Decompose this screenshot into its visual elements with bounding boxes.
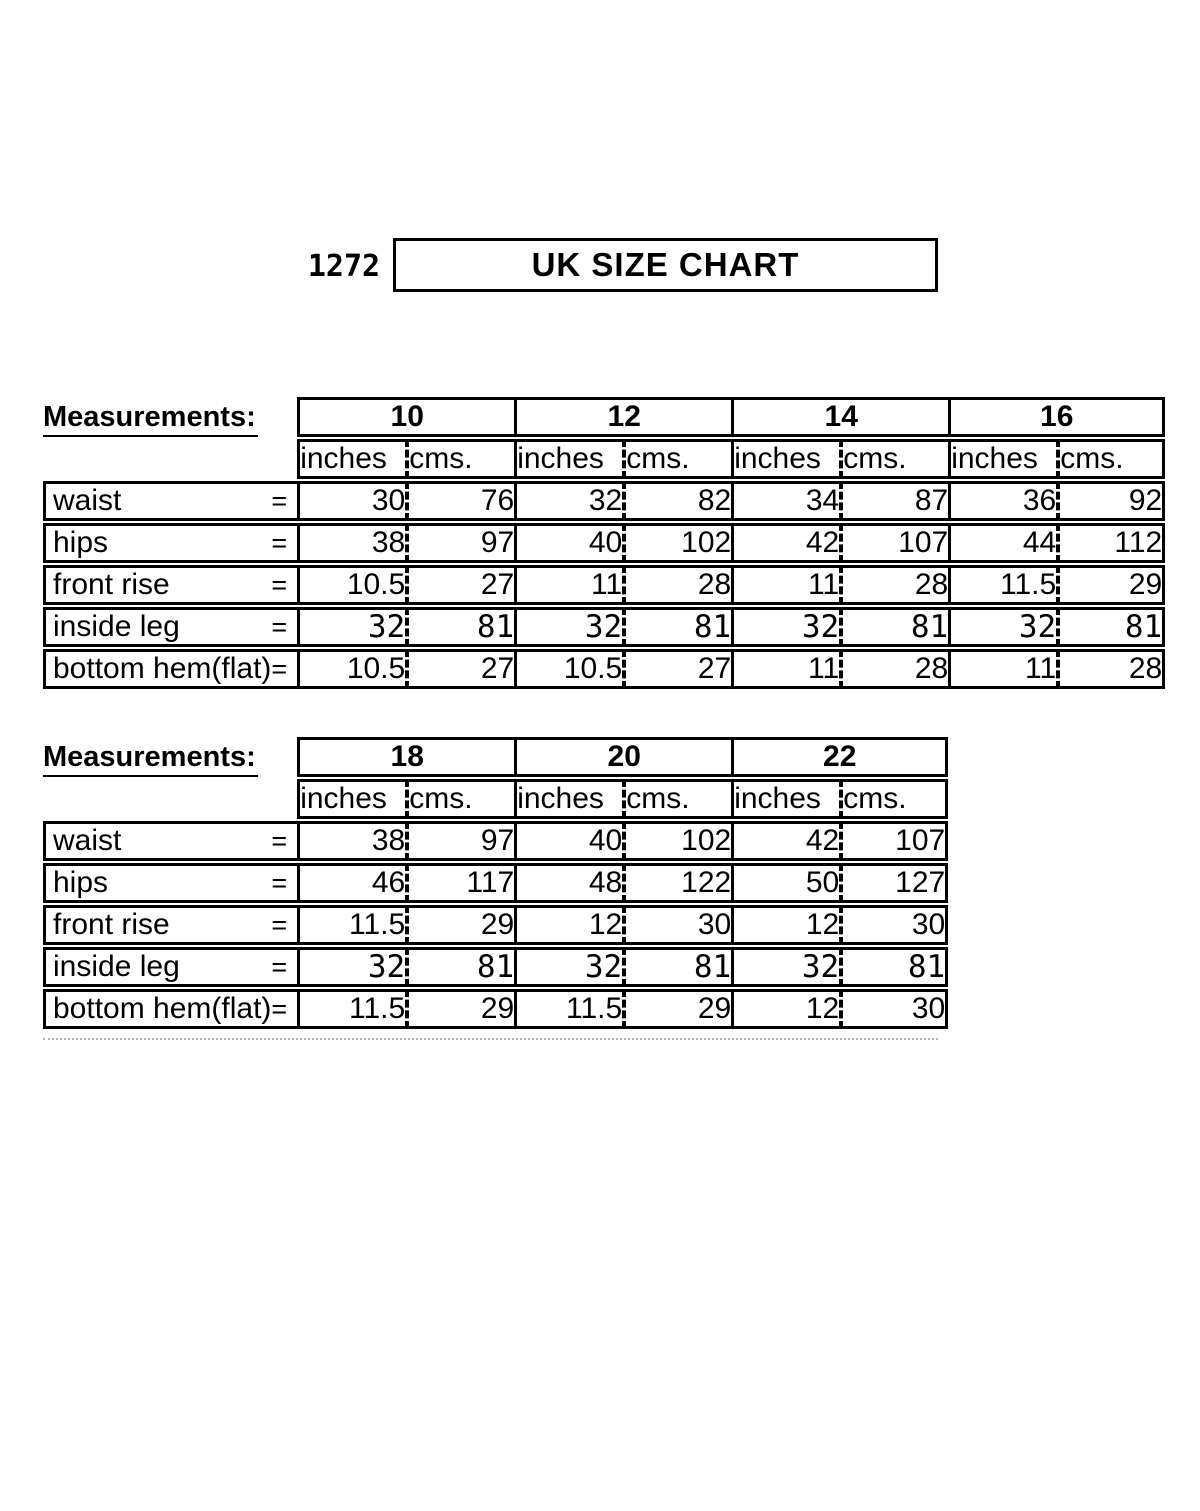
- measurements-label: Measurements:: [43, 741, 258, 777]
- measurements-label-cell: [43, 397, 297, 437]
- unit-header-cms: cms.: [405, 779, 514, 819]
- value-cms: 29: [405, 989, 514, 1029]
- value-cms: 117: [405, 863, 514, 903]
- value-inches: 42: [731, 523, 839, 563]
- measurement-row: [43, 863, 948, 903]
- value-inches: 32: [297, 607, 405, 647]
- row-label: front rise: [53, 908, 170, 941]
- value-inches: 40: [514, 821, 622, 861]
- equals-sign: =: [271, 570, 288, 600]
- size-header-row: [43, 737, 948, 777]
- value-inches: 11: [731, 649, 839, 689]
- value-cms: 28: [622, 565, 731, 605]
- value-inches: 11: [514, 565, 622, 605]
- value-inches: 32: [514, 481, 622, 521]
- value-cms: 76: [405, 481, 514, 521]
- size-header: 14: [731, 397, 948, 437]
- measurement-row: [43, 905, 948, 945]
- row-label-cell: [43, 947, 297, 987]
- measurement-row: [43, 481, 1165, 521]
- size-chart-table-10-12-14-16: [43, 395, 1165, 691]
- value-cms: 30: [839, 989, 948, 1029]
- value-cms: 29: [405, 905, 514, 945]
- value-inches: 30: [297, 481, 405, 521]
- unit-header-cms: cms.: [839, 439, 948, 479]
- row-label-cell: [43, 649, 297, 689]
- value-inches: 38: [297, 821, 405, 861]
- value-inches: 50: [731, 863, 839, 903]
- unit-header-cms: cms.: [1056, 439, 1165, 479]
- measurements-label-cell: [43, 737, 297, 777]
- style-code: 1272: [307, 249, 381, 284]
- unit-header-row: [43, 439, 1165, 479]
- size-header: 10: [297, 397, 514, 437]
- value-cms: 27: [405, 565, 514, 605]
- size-header: 16: [948, 397, 1165, 437]
- value-inches: 36: [948, 481, 1056, 521]
- value-cms: 28: [839, 649, 948, 689]
- value-inches: 11: [731, 565, 839, 605]
- value-inches: 11.5: [948, 565, 1056, 605]
- value-cms: 127: [839, 863, 948, 903]
- row-label: inside leg: [53, 610, 180, 643]
- row-label: bottom hem(flat): [53, 652, 272, 685]
- value-inches: 11.5: [297, 905, 405, 945]
- measurement-row: [43, 821, 948, 861]
- value-inches: 38: [297, 523, 405, 563]
- value-inches: 10.5: [297, 565, 405, 605]
- value-cms: 81: [839, 947, 948, 987]
- unit-header-inches: inches: [297, 779, 405, 819]
- unit-header-cms: cms.: [405, 439, 514, 479]
- value-cms: 81: [622, 607, 731, 647]
- row-label: hips: [53, 866, 109, 899]
- value-cms: 107: [839, 523, 948, 563]
- row-label-cell: [43, 481, 297, 521]
- equals-sign: =: [271, 952, 288, 982]
- value-inches: 12: [514, 905, 622, 945]
- unit-header-inches: inches: [731, 439, 839, 479]
- measurement-row: [43, 989, 948, 1029]
- page-break-dashed-line: [43, 1038, 938, 1040]
- value-inches: 32: [514, 947, 622, 987]
- equals-sign: =: [271, 868, 288, 898]
- value-cms: 81: [405, 947, 514, 987]
- title-box: [393, 238, 938, 292]
- value-cms: 29: [622, 989, 731, 1029]
- equals-sign: =: [271, 612, 288, 642]
- size-header: 22: [731, 737, 948, 777]
- value-inches: 46: [297, 863, 405, 903]
- size-header-row: [43, 397, 1165, 437]
- equals-sign: =: [271, 910, 288, 940]
- value-cms: 87: [839, 481, 948, 521]
- value-cms: 29: [1056, 565, 1165, 605]
- spacer-cell: [43, 779, 297, 819]
- measurement-row: [43, 607, 1165, 647]
- unit-header-inches: inches: [514, 439, 622, 479]
- page-title: UK SIZE CHART: [531, 246, 800, 283]
- row-label: hips: [53, 526, 109, 559]
- measurement-row: [43, 523, 1165, 563]
- row-label-cell: [43, 565, 297, 605]
- value-inches: 42: [731, 821, 839, 861]
- unit-header-cms: cms.: [622, 439, 731, 479]
- measurements-label: Measurements:: [43, 401, 258, 437]
- value-cms: 30: [839, 905, 948, 945]
- measurement-row: [43, 947, 948, 987]
- unit-header-inches: inches: [297, 439, 405, 479]
- value-cms: 122: [622, 863, 731, 903]
- measurement-row: [43, 565, 1165, 605]
- equals-sign: =: [271, 528, 288, 558]
- value-inches: 32: [297, 947, 405, 987]
- size-header: 20: [514, 737, 731, 777]
- row-label-cell: [43, 905, 297, 945]
- value-cms: 81: [622, 947, 731, 987]
- row-label-cell: [43, 863, 297, 903]
- value-cms: 82: [622, 481, 731, 521]
- unit-header-inches: inches: [514, 779, 622, 819]
- value-cms: 92: [1056, 481, 1165, 521]
- value-cms: 81: [839, 607, 948, 647]
- value-inches: 44: [948, 523, 1056, 563]
- size-chart-table-18-20-22: [43, 735, 948, 1031]
- value-inches: 32: [948, 607, 1056, 647]
- value-inches: 32: [731, 607, 839, 647]
- value-inches: 10.5: [297, 649, 405, 689]
- equals-sign: =: [271, 826, 288, 856]
- value-cms: 97: [405, 821, 514, 861]
- row-label-cell: [43, 821, 297, 861]
- value-inches: 34: [731, 481, 839, 521]
- size-header: 12: [514, 397, 731, 437]
- unit-header-cms: cms.: [839, 779, 948, 819]
- value-cms: 102: [622, 821, 731, 861]
- measurement-row: [43, 649, 1165, 689]
- value-cms: 28: [1056, 649, 1165, 689]
- value-cms: 102: [622, 523, 731, 563]
- row-label-cell: [43, 989, 297, 1029]
- size-table-18-22: [43, 735, 948, 1031]
- unit-header-cms: cms.: [622, 779, 731, 819]
- row-label: waist: [53, 484, 122, 517]
- equals-sign: =: [271, 654, 288, 684]
- value-cms: 112: [1056, 523, 1165, 563]
- value-cms: 27: [405, 649, 514, 689]
- row-label: front rise: [53, 568, 170, 601]
- equals-sign: =: [271, 486, 288, 516]
- row-label: waist: [53, 824, 122, 857]
- value-inches: 11.5: [514, 989, 622, 1029]
- size-table-10-16: [43, 395, 1165, 691]
- unit-header-inches: inches: [948, 439, 1056, 479]
- value-cms: 28: [839, 565, 948, 605]
- value-cms: 27: [622, 649, 731, 689]
- row-label-cell: [43, 607, 297, 647]
- row-label: inside leg: [53, 950, 180, 983]
- value-cms: 97: [405, 523, 514, 563]
- spacer-cell: [43, 439, 297, 479]
- row-label: bottom hem(flat): [53, 992, 272, 1025]
- value-inches: 48: [514, 863, 622, 903]
- value-inches: 40: [514, 523, 622, 563]
- value-inches: 32: [731, 947, 839, 987]
- value-inches: 12: [731, 905, 839, 945]
- unit-header-inches: inches: [731, 779, 839, 819]
- value-inches: 12: [731, 989, 839, 1029]
- value-inches: 10.5: [514, 649, 622, 689]
- row-label-cell: [43, 523, 297, 563]
- value-cms: 81: [405, 607, 514, 647]
- value-inches: 32: [514, 607, 622, 647]
- equals-sign: =: [271, 994, 288, 1024]
- value-cms: 107: [839, 821, 948, 861]
- value-inches: 11: [948, 649, 1056, 689]
- value-inches: 11.5: [297, 989, 405, 1029]
- unit-header-row: [43, 779, 948, 819]
- size-header: 18: [297, 737, 514, 777]
- value-cms: 81: [1056, 607, 1165, 647]
- value-cms: 30: [622, 905, 731, 945]
